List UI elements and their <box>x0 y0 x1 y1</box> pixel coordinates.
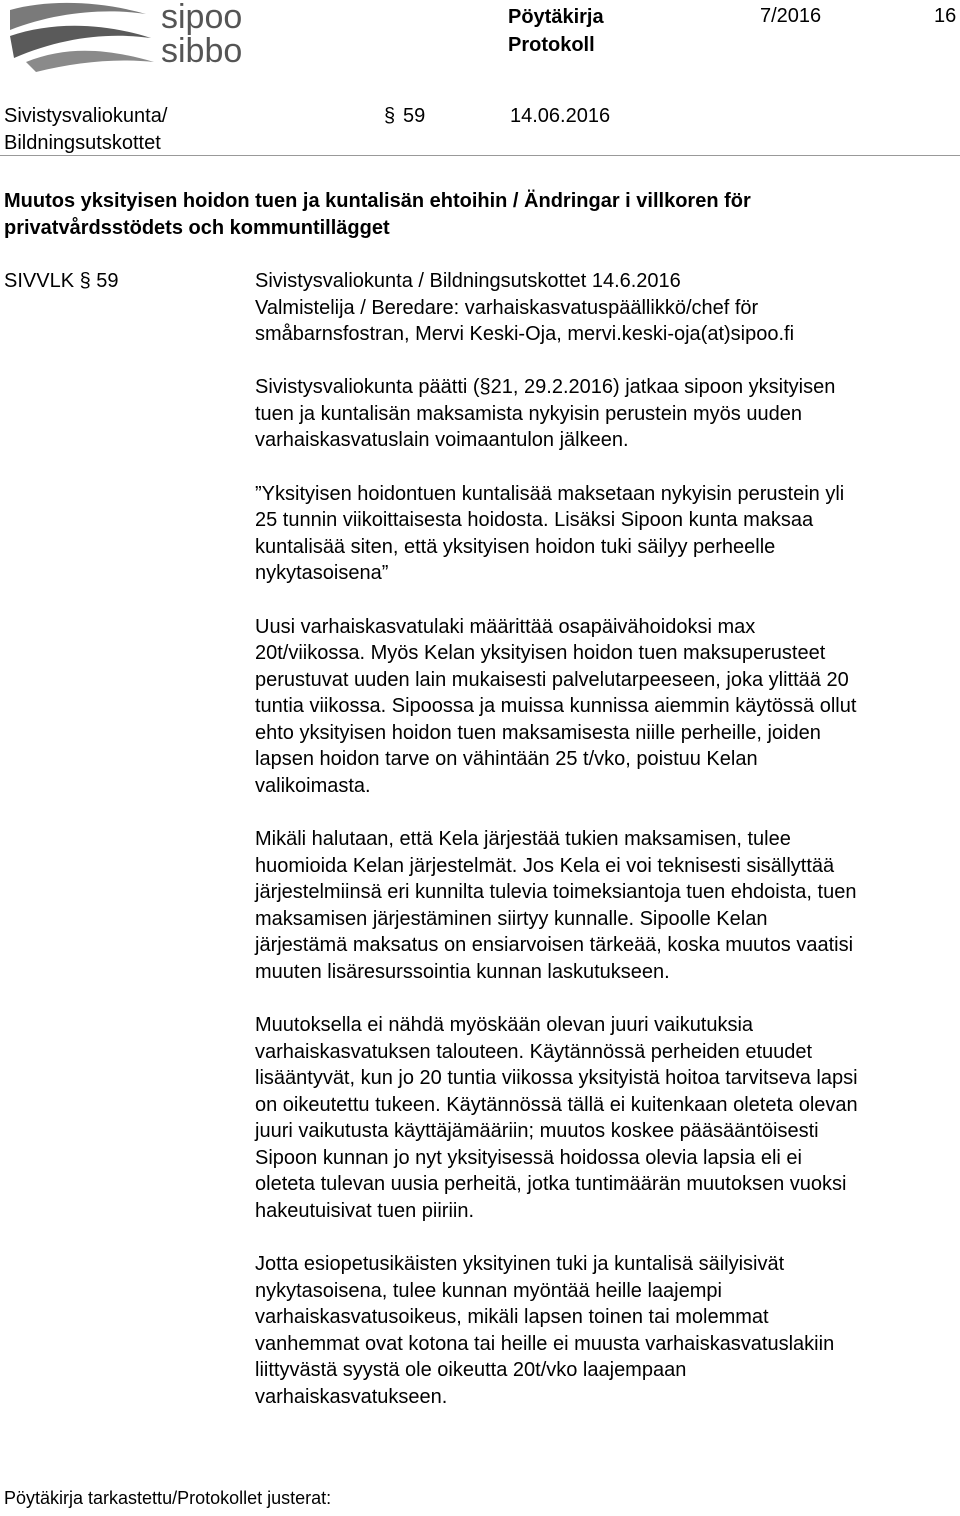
body-line: hakeutuisivat tuen piiriin. <box>255 1199 475 1222</box>
body-line: Sipoon kunnan jo nyt yksityisessä hoidossa olevia lapsia eli ei <box>255 1146 802 1169</box>
case-ref-code: SIVVLK <box>4 270 75 292</box>
body-paragraph <box>255 481 858 587</box>
body-line: Sivistysvaliokunta päätti (§21, 29.2.2016) jatkaa sipoon yksityisen <box>255 376 836 398</box>
body-line: tuntia viikossa. Sipoossa ja muissa kunnissa aiemmin käytössä ollut <box>255 695 857 717</box>
body-line: ehto yksityisen hoidon tuen maksamisesta niille perheille, joiden <box>255 721 821 744</box>
body-line: vanhemmat ovat kotona tai heille ei muusta varhaiskasvatuslakiin <box>255 1332 835 1355</box>
sipoo-sibbo-logo <box>6 0 256 72</box>
case-ref-section-sign: § <box>79 270 91 292</box>
body-line: nykytasoisena” <box>255 562 389 584</box>
body-line: muuten lisäresurssointia kunnan laskutukseen. <box>255 960 670 983</box>
body-line: varhaiskasvatukseen. <box>255 1385 448 1408</box>
section-number: 59 <box>403 105 426 127</box>
case-meta-line: Sivistysvaliokunta / Bildningsutskottet 14.6.2016 <box>255 270 681 292</box>
body-line: Uusi varhaiskasvatulaki määrittää osapäivähoidoksi max <box>255 615 756 638</box>
body-line: tuen ja kuntalisän maksamista nykyisin perustein myös uuden <box>255 402 802 425</box>
case-meta-line: småbarnsfostran, Mervi Keski-Oja, mervi.keski-oja(at)sipoo.fi <box>255 323 795 345</box>
case-meta-line: Valmistelija / Beredare: varhaiskasvatuspäällikkö/chef för <box>255 296 759 319</box>
body-line: järjestämä maksatus on ensiarvoisen tärkeää, koska muutos vaatisi <box>255 934 854 956</box>
issue-number: 7/2016 <box>760 5 822 27</box>
body-line: liittyvästä syystä ole oikeutta 20t/vko laajempaan <box>255 1359 687 1381</box>
body-line: valikoimasta. <box>255 774 371 797</box>
case-ref-number: 59 <box>96 270 119 292</box>
body-paragraph <box>255 1251 858 1410</box>
logo-swoosh-icon <box>6 0 156 72</box>
body-line: Muutoksella ei nähdä myöskään olevan juuri vaikutuksia <box>255 1014 754 1036</box>
footer-signature-line: Pöytäkirja tarkastettu/Protokollet justerat: <box>4 1488 332 1508</box>
section-sign: § <box>384 105 396 127</box>
body-line: maksamisen järjestäminen siirtyy kunnalle. Sipoolle Kelan <box>255 907 768 930</box>
body-line: perustuvat uuden lain mukaisesti palvelutarpeeseen, joka ylittää 20 <box>255 668 849 691</box>
case-meta <box>255 268 794 348</box>
body-paragraph <box>255 374 858 454</box>
body-line: lapsen hoidon tarve on vähintään 25 t/vko, poistuu Kelan <box>255 748 758 770</box>
meeting-date: 14.06.2016 <box>510 105 611 127</box>
header-divider <box>0 155 960 156</box>
case-ref <box>4 268 119 295</box>
doc-type-sv: Protokoll <box>508 34 595 56</box>
body-line: lisääntyvät, kun jo 20 tuntia viikossa yksityistä hoitoa tarvitseva lapsi <box>255 1067 858 1089</box>
logo-text-sipoo: sipoo <box>161 0 243 36</box>
logo-text-sibbo: sibbo <box>161 32 243 70</box>
committee-name-fi: Sivistysvaliokunta/ <box>4 105 168 127</box>
body-line: huomioida Kelan järjestelmät. Jos Kela ei voi teknisesti sisällyttää <box>255 854 835 877</box>
body-line: varhaiskasvatusoikeus, mikäli lapsen toinen tai molemmat <box>255 1306 769 1328</box>
body-paragraph <box>255 614 858 800</box>
body-paragraphs <box>255 374 858 1437</box>
page-number: 16 <box>934 5 957 27</box>
committee-name-sv: Bildningsutskottet <box>4 132 161 154</box>
body-line: järjestelmiinsä eri kunnilta tulevia toimeksiantoja tuen ehdoista, tuen <box>255 881 857 903</box>
body-line: Mikäli halutaan, että Kela järjestää tukien maksamisen, tulee <box>255 828 791 850</box>
body-paragraph <box>255 826 858 985</box>
body-line: Jotta esiopetusikäisten yksityinen tuki ja kuntalisä säilyisivät <box>255 1253 785 1275</box>
case-title-line: privatvårdsstödets och kommuntillägget <box>4 217 390 239</box>
body-paragraph <box>255 1012 858 1224</box>
body-line: ”Yksityisen hoidontuen kuntalisää maksetaan nykyisin perustein yli <box>255 482 845 505</box>
body-line: 25 tunnin viikoittaisesta hoidosta. Lisäksi Sipoon kunta maksaa <box>255 509 814 531</box>
body-line: oleteta tulevan uusia perheitä, jotka tuntimäärän muutoksen vuoksi <box>255 1173 847 1195</box>
case-title-line: Muutos yksityisen hoidon tuen ja kuntalisän ehtoihin / Ändringar i villkoren för <box>4 190 751 212</box>
body-line: juuri vaikutusta käyttäjämääriin; muutos koskee pääsääntöisesti <box>255 1120 819 1142</box>
body-line: kuntalisää siten, että yksityisen hoidon tuki säilyy perheelle <box>255 535 776 558</box>
body-line: on oikeutettu tukeen. Käytännössä tällä ei kuitenkaan oleteta olevan <box>255 1093 858 1116</box>
body-line: varhaiskasvatuslain voimaantulon jälkeen. <box>255 429 629 451</box>
case-title <box>4 188 751 242</box>
body-line: 20t/viikossa. Myös Kelan yksityisen hoidon tuen maksuperusteet <box>255 642 826 664</box>
body-line: nykytasoisena, tulee kunnan myöntää heille laajempi <box>255 1279 722 1302</box>
doc-type-fi: Pöytäkirja <box>508 6 604 28</box>
body-line: varhaiskasvatuksen talouteen. Käytännössä perheiden etuudet <box>255 1040 813 1063</box>
